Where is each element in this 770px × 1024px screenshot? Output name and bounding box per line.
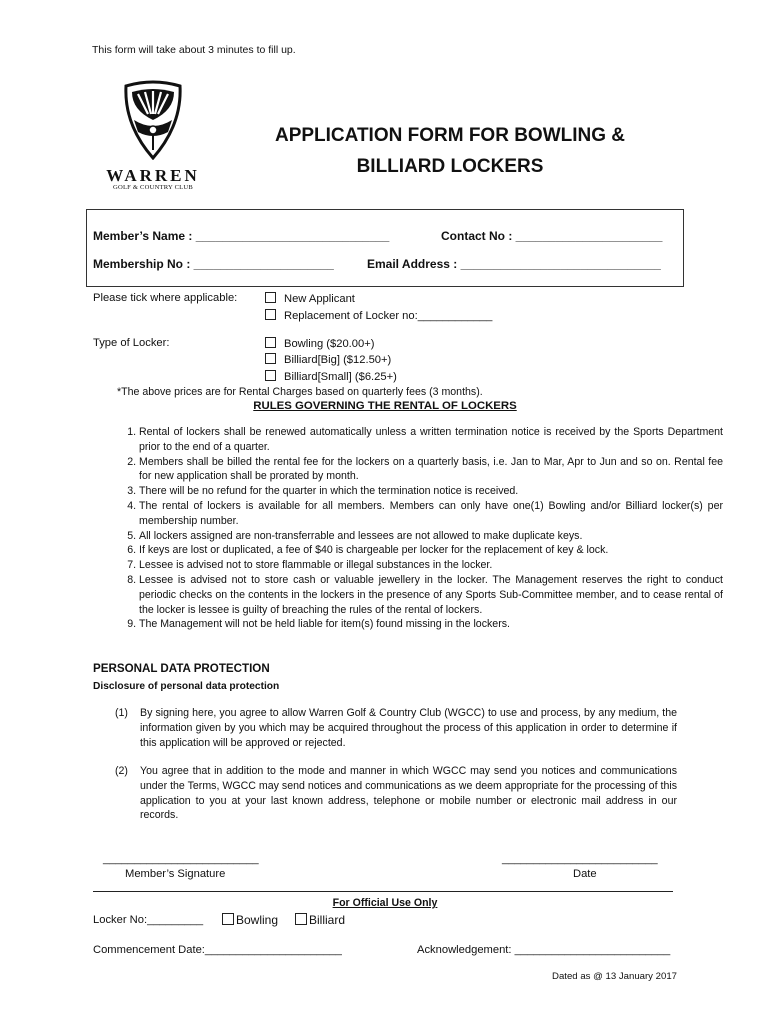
billiard-small-checkbox[interactable]	[265, 370, 276, 381]
rules-title: RULES GOVERNING THE RENTAL OF LOCKERS	[253, 400, 517, 412]
logo-subtitle: GOLF & COUNTRY CLUB	[113, 184, 193, 191]
tick-label: Please tick where applicable:	[93, 292, 238, 304]
new-applicant-option[interactable]	[265, 292, 355, 305]
official-billiard-checkbox[interactable]	[295, 913, 307, 925]
rule-item: 6. If keys are lost or duplicated, a fee of $40 is chargeable per locker for the replacement of key & lock.	[139, 543, 723, 558]
top-note: This form will take about 3 minutes to fill up.	[92, 44, 296, 56]
pdp-item-number: (1)	[115, 707, 128, 719]
rule-item: 7. Lessee is advised not to store flammable or illegal substances in the locker.	[139, 558, 723, 573]
commencement-date-field[interactable]: Commencement Date:______________________	[93, 944, 342, 956]
replacement-option[interactable]	[265, 309, 492, 322]
pdp-item-2	[115, 764, 677, 823]
pdp-item-text: By signing here, you agree to allow Warren Golf & Country Club (WGCC) to use and process, by any medium, the information given by you which may be acquired throughout the process of this application in order to determine if this application will be approved or rejected.	[140, 707, 677, 749]
signature-label: Member’s Signature	[125, 868, 226, 880]
rule-item: 8. Lessee is advised not to store cash or valuable jewellery in the locker. The Management reserves the right to conduct periodic checks on the contents in the lockers in the presence of any Sports Sub-Committee member, and to cease rental of the locker is lessee is guilty of breaching the rules of the rental of lockers.	[139, 573, 723, 617]
page-title	[230, 120, 670, 182]
title-line-1: APPLICATION FORM FOR BOWLING &	[274, 125, 626, 146]
warren-crest-logo-icon	[118, 80, 188, 160]
official-billiard-option[interactable]	[295, 913, 345, 927]
official-locker-no-field[interactable]: Locker No:_________	[93, 914, 204, 926]
price-note: *The above prices are for Rental Charges based on quarterly fees (3 months).	[117, 386, 483, 398]
pdp-item-text: You agree that in addition to the mode and manner in which WGCC may send you notices and communications under the Terms, WGCC may send notices and communications as we deem appropriate for the processing of this application to you at your last known address, telephone or mobile number or electronic mail address in our records.	[140, 765, 677, 822]
rule-item: 3. There will be no refund for the quarter in which the termination notice is received.	[139, 484, 723, 499]
signature-line[interactable]: _________________________	[103, 853, 259, 865]
member-name-field[interactable]: Member’s Name : _____________________________	[93, 229, 390, 243]
title-line-2: BILLIARD LOCKERS	[356, 156, 544, 177]
replacement-checkbox[interactable]	[265, 309, 276, 320]
membership-no-field[interactable]: Membership No : _____________________	[93, 257, 334, 271]
bowling-locker-label: Bowling ($20.00+)	[284, 338, 375, 350]
billiard-big-option[interactable]	[265, 353, 391, 366]
logo-name: WARREN	[106, 166, 200, 185]
rule-item: 2. Members shall be billed the rental fee for the lockers on a quarterly basis, i.e. Jan to Mar, Apr to Jun and so on. Rental fee for new application shall be prorated by month.	[139, 455, 723, 485]
billiard-big-label: Billiard[Big] ($12.50+)	[284, 354, 392, 366]
official-bowling-option[interactable]	[222, 913, 278, 927]
member-details-box	[86, 209, 684, 287]
pdp-subheading: Disclosure of personal data protection	[93, 681, 280, 692]
divider-line	[93, 891, 673, 892]
bowling-locker-option[interactable]	[265, 337, 375, 350]
locker-type-label: Type of Locker:	[93, 337, 170, 349]
official-use-title: For Official Use Only	[332, 897, 438, 909]
rule-item: 4. The rental of lockers is available for all members. Members can only have one(1) Bowling and/or Billiard locker(s) per membership number.	[139, 499, 723, 529]
date-label: Date	[573, 868, 597, 880]
rule-item: 5. All lockers assigned are non-transferrable and lessees are not allowed to make duplicate keys.	[139, 529, 723, 544]
new-applicant-label: New Applicant	[284, 293, 355, 305]
billiard-small-label: Billiard[Small] ($6.25+)	[284, 371, 397, 383]
bowling-locker-checkbox[interactable]	[265, 337, 276, 348]
pdp-item-number: (2)	[115, 765, 128, 777]
email-address-field[interactable]: Email Address : ______________________________	[367, 257, 661, 271]
official-bowling-label: Bowling	[236, 913, 279, 927]
rule-item: 9. The Management will not be held liable for item(s) found missing in the lockers.	[139, 617, 723, 632]
pdp-item-1	[115, 706, 677, 750]
official-bowling-checkbox[interactable]	[222, 913, 234, 925]
billiard-small-option[interactable]	[265, 370, 397, 383]
acknowledgement-field[interactable]: Acknowledgement: _________________________	[417, 944, 671, 956]
rule-item: 1. Rental of lockers shall be renewed automatically unless a written termination notice is received by the Sports Department prior to the end of a quarter.	[139, 425, 723, 455]
date-line[interactable]: _________________________	[502, 853, 658, 865]
dated-note: Dated as @ 13 January 2017	[552, 971, 677, 982]
official-billiard-label: Billiard	[309, 913, 346, 927]
replacement-label: Replacement of Locker no:____________	[284, 310, 493, 322]
contact-no-field[interactable]: Contact No : ______________________	[441, 229, 663, 243]
new-applicant-checkbox[interactable]	[265, 292, 276, 303]
pdp-heading: PERSONAL DATA PROTECTION	[93, 662, 270, 675]
rules-list	[93, 425, 723, 632]
billiard-big-checkbox[interactable]	[265, 353, 276, 364]
